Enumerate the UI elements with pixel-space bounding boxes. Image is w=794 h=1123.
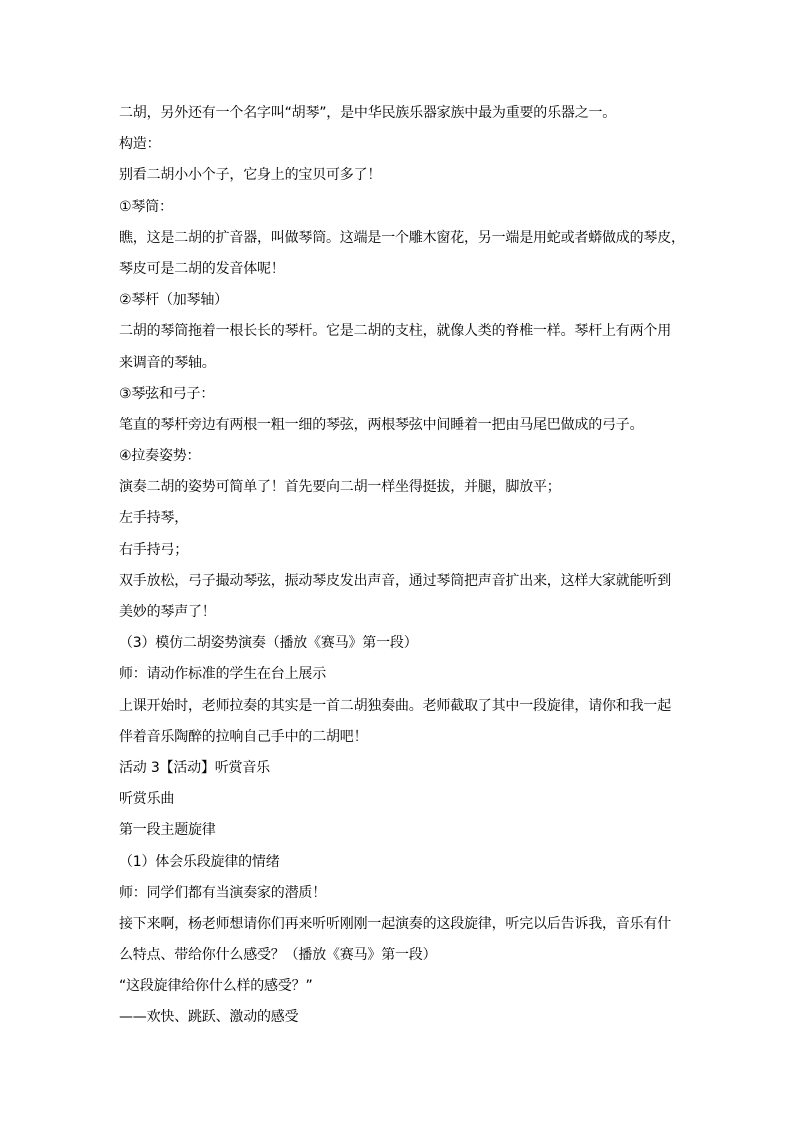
heading-qingan: ②琴杆（加琴轴） xyxy=(119,292,228,309)
heading-qintong: ①琴筒： xyxy=(119,198,173,215)
paragraph-question: “这段旋律给你什么样的感受？” xyxy=(119,978,313,995)
paragraph-left-hand: 左手持琴， xyxy=(119,510,188,527)
paragraph-teacher-show: 师：请动作标准的学生在台上展示 xyxy=(119,666,326,683)
paragraph-qintong-line1: 瞧，这是二胡的扩音器，叫做琴筒。这端是一个雕木窗花，另一端是用蛇或者蟒做成的琴皮， xyxy=(119,229,685,246)
paragraph-next-line1: 接下来啊，杨老师想请你们再来听听刚刚一起演奏的这段旋律，听完以后告诉我，音乐有什 xyxy=(119,915,671,932)
paragraph-qinxian: 笔直的琴杆旁边有两根一粗一细的琴弦，两根琴弦中间睡着一把由马尾巴做成的弓子。 xyxy=(119,416,644,433)
paragraph-next-line2: 么特点、带给你什么感受？（播放《赛马》第一段） xyxy=(119,947,437,964)
paragraph-emotion: （1）体会乐段旋律的情绪 xyxy=(119,853,280,870)
paragraph-answer: ——欢快、跳跃、激动的感受 xyxy=(119,1009,299,1026)
heading-qinxian: ③琴弦和弓子： xyxy=(119,385,215,402)
paragraph-theme: 第一段主题旋律 xyxy=(119,822,216,839)
paragraph-right-hand: 右手持弓； xyxy=(119,541,188,558)
heading-posture: ④拉奏姿势： xyxy=(119,448,201,465)
heading-structure: 构造： xyxy=(119,136,161,153)
paragraph-relax-line1: 双手放松，弓子撮动琴弦，振动琴皮发出声音，通过琴筒把声音扩出来，这样大家就能听到 xyxy=(119,572,671,589)
document-body xyxy=(119,98,685,1034)
paragraph-posture: 演奏二胡的姿势可简单了！首先要向二胡一样坐得挺拔，并腿，脚放平； xyxy=(119,479,561,496)
paragraph-class-start-line1: 上课开始时，老师拉奏的其实是一首二胡独奏曲。老师截取了其中一段旋律，请你和我一起 xyxy=(119,697,671,714)
paragraph-qingan-line2: 来调音的琴轴。 xyxy=(119,354,216,371)
paragraph-intro: 二胡，另外还有一个名字叫“胡琴”，是中华民族乐器家族中最为重要的乐器之一。 xyxy=(119,105,617,121)
heading-activity-3: 活动 3【活动】听赏音乐 xyxy=(119,759,270,776)
paragraph-teacher-praise: 师：同学们都有当演奏家的潜质！ xyxy=(119,884,326,901)
paragraph-treasure: 别看二胡小小个子，它身上的宝贝可多了！ xyxy=(119,167,382,184)
paragraph-qingan-line1: 二胡的琴筒拖着一根长长的琴杆。它是二胡的支柱，就像人类的脊椎一样。琴杆上有两个用 xyxy=(119,323,671,340)
paragraph-imitate: （3）模仿二胡姿势演奏（播放《赛马》第一段） xyxy=(119,635,418,652)
paragraph-listen: 听赏乐曲 xyxy=(119,791,175,808)
paragraph-class-start-line2: 伴着音乐陶醉的拉响自己手中的二胡吧！ xyxy=(119,728,368,745)
paragraph-relax-line2: 美妙的琴声了！ xyxy=(119,604,216,620)
paragraph-qintong-line2: 琴皮可是二胡的发音体呢！ xyxy=(119,260,285,277)
